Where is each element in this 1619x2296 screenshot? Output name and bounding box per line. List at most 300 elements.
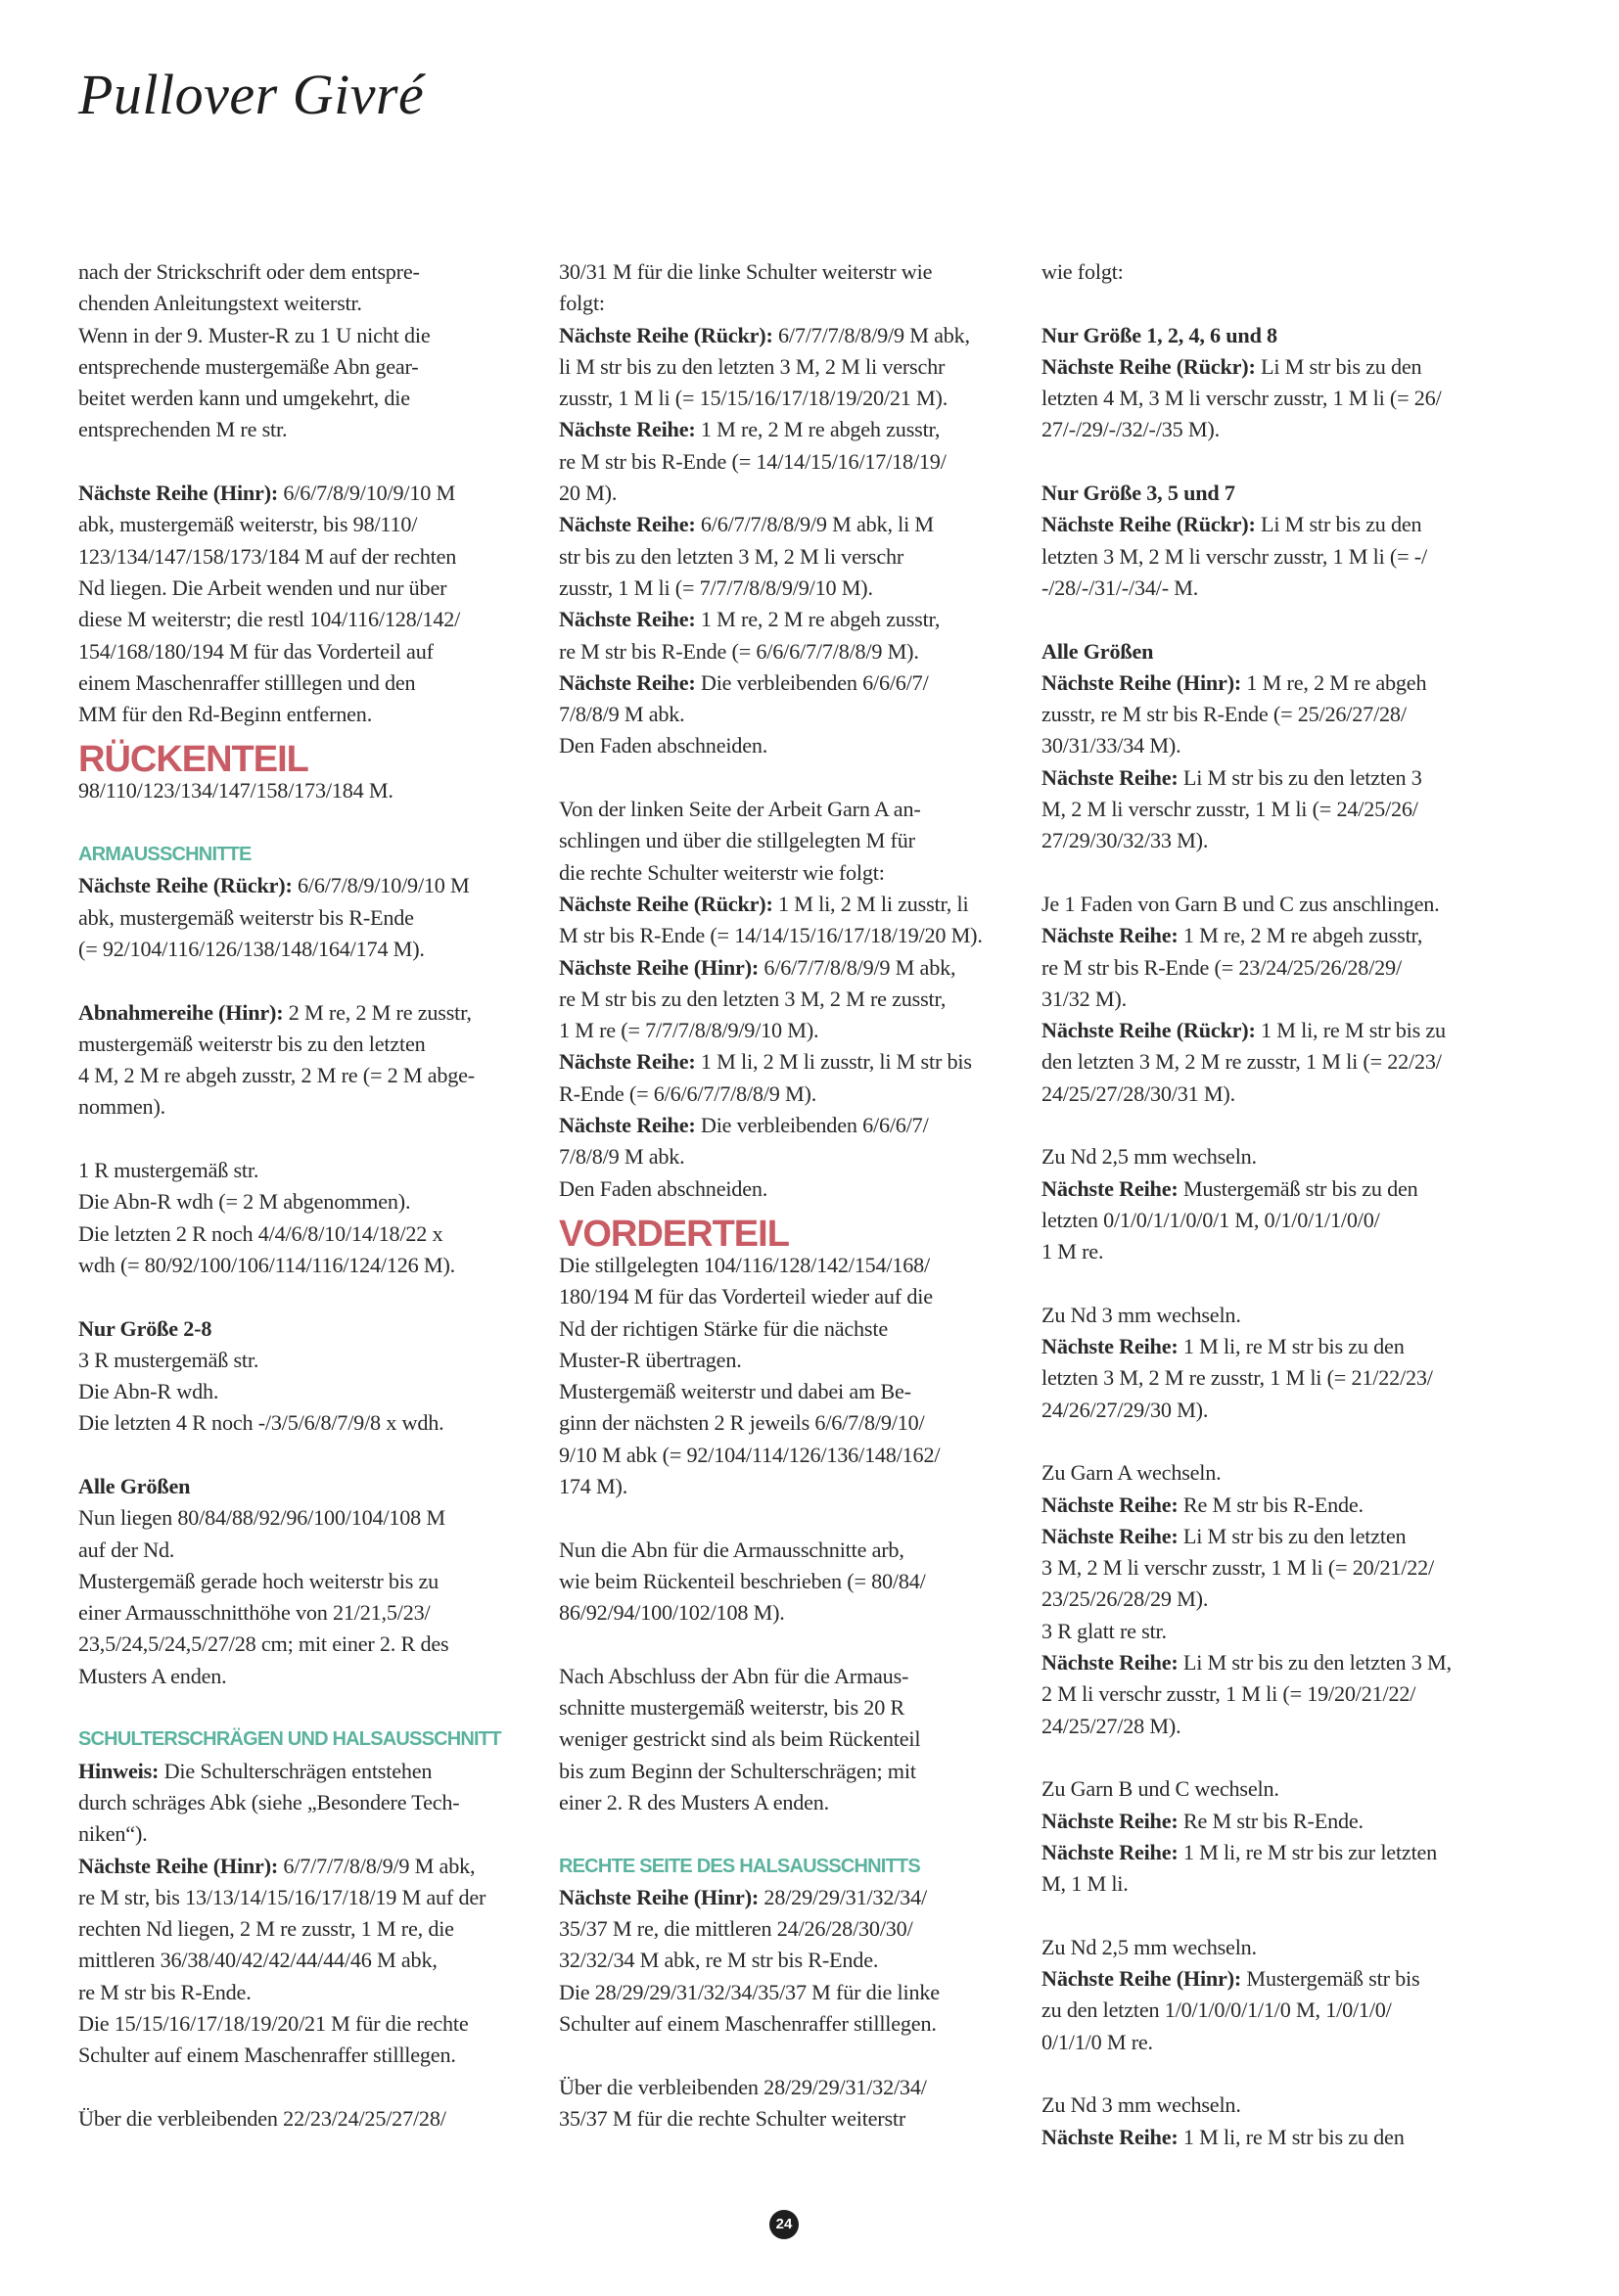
bold-lead: Nur Größe 2-8 [78, 1315, 212, 1341]
text-line [1041, 1868, 1492, 1900]
text-line [1041, 1331, 1492, 1362]
line-text: Zu Nd 3 mm wechseln. [1041, 1302, 1241, 1327]
line-text: wdh (= 80/92/100/106/114/116/124/126 M). [78, 1252, 455, 1277]
text-line [1041, 1015, 1492, 1046]
line-text: Zu Garn B und C wechseln. [1041, 1776, 1279, 1802]
line-text: 32/32/34 M abk, re M str bis R-Ende. [559, 1948, 879, 1973]
bold-lead: Nächste Reihe: [559, 669, 696, 695]
line-text: Zu Nd 2,5 mm wechseln. [1041, 1934, 1257, 1959]
line-text: 1 M li, 2 M li zusstr, li [772, 891, 969, 916]
line-text: Nun die Abn für die Armausschnitte arb, [559, 1537, 904, 1562]
text-line [78, 997, 529, 1029]
text-line [559, 1597, 1009, 1629]
line-text: 27/29/30/32/33 M). [1041, 828, 1209, 853]
line-text: Schulter auf einem Maschenraffer stilllegen. [78, 2043, 456, 2068]
paragraph-gap [78, 965, 529, 996]
text-line [559, 794, 1009, 825]
line-text: 98/110/123/134/147/158/173/184 M. [78, 778, 393, 804]
text-line [559, 889, 1009, 920]
subsection-heading: SCHULTERSCHRÄGEN UND HALSAUSSCHNITT [78, 1728, 501, 1751]
text-line [559, 2103, 1009, 2135]
line-text: Die 28/29/29/31/32/34/35/37 M für die linke [559, 1979, 940, 2004]
line-text: letzten 3 M, 2 M re zusstr, 1 M li (= 21/22/23/ [1041, 1365, 1433, 1391]
text-line [78, 1407, 529, 1439]
text-line [78, 870, 529, 901]
text-line [559, 1913, 1009, 1945]
paragraph-gap [1041, 1110, 1492, 1141]
line-text: weniger gestrickt sind als beim Rückenteil [559, 1726, 921, 1752]
bold-lead: Nächste Reihe: [1041, 1808, 1179, 1833]
text-line [1041, 1932, 1492, 1963]
line-text: durch schräges Abk (siehe „Besondere Tech- [78, 1789, 460, 1814]
text-line [78, 1882, 529, 1913]
line-text: Mustergemäß weiterstr und dabei am Be- [559, 1379, 911, 1404]
text-line [78, 1376, 529, 1407]
line-text: 6/7/7/7/8/8/9/9 M abk, [278, 1853, 476, 1878]
text-line [78, 1218, 529, 1250]
line-text: MM für den Rd-Beginn entfernen. [78, 702, 373, 727]
line-text: 6/6/7/7/8/8/9/9 M abk, li M [695, 512, 934, 537]
line-text: Schulter auf einem Maschenraffer stilllegen. [559, 2011, 937, 2037]
text-line [559, 478, 1009, 509]
text-line [559, 1407, 1009, 1439]
paragraph-gap [1041, 1900, 1492, 1931]
line-text: R-Ende (= 6/6/6/7/7/8/8/9 M). [559, 1080, 817, 1106]
bold-lead: Nächste Reihe: [1041, 1334, 1179, 1359]
line-text: 28/29/29/31/32/34/ [759, 1884, 927, 1909]
text-line [559, 1079, 1009, 1110]
text-line [78, 2040, 529, 2071]
page-title: Pullover Givré [78, 63, 425, 126]
text-line [559, 604, 1009, 635]
text-line [559, 1692, 1009, 1723]
line-text: str bis zu den letzten 3 M, 2 M li verschr [559, 543, 904, 569]
text-line [559, 383, 1009, 414]
line-text: bis zum Beginn der Schulterschrägen; mit [559, 1758, 916, 1783]
paragraph-gap [559, 1818, 1009, 1850]
text-line [1041, 1490, 1492, 1521]
text-line [78, 509, 529, 540]
bold-lead: Nächste Reihe (Rückr): [559, 891, 773, 916]
line-text: 9/10 M abk (= 92/104/114/126/136/148/162/ [559, 1442, 941, 1467]
line-text: re M str, bis 13/13/14/15/16/17/18/19 M auf der [78, 1884, 486, 1909]
line-text: re M str bis R-Ende (= 14/14/15/16/17/18/19/ [559, 448, 947, 474]
paragraph-gap [78, 1692, 529, 1723]
line-text: Die Abn-R wdh. [78, 1379, 219, 1404]
text-line [78, 1787, 529, 1818]
line-text: Die Schulterschrägen entstehen [159, 1758, 433, 1783]
text-line [559, 1313, 1009, 1345]
text-line [559, 1110, 1009, 1141]
line-text: Von der linken Seite der Arbeit Garn A an- [559, 797, 921, 822]
text-line [78, 1597, 529, 1629]
line-text: 3 R glatt re str. [1041, 1618, 1167, 1643]
text-line [1041, 478, 1492, 509]
text-line [1041, 636, 1492, 667]
text-line [78, 1250, 529, 1281]
text-line [559, 320, 1009, 351]
line-text: Li M str bis zu den letzten 3 [1178, 764, 1422, 790]
text-line [78, 383, 529, 414]
text-line [559, 1756, 1009, 1787]
line-text: Zu Garn A wechseln. [1041, 1460, 1222, 1486]
bold-lead: Nächste Reihe (Hinr): [559, 954, 760, 980]
text-line [559, 825, 1009, 856]
line-text: 0/1/1/0 M re. [1041, 2029, 1153, 2054]
line-text: re M str bis zu den letzten 3 M, 2 M re zusstr, [559, 986, 947, 1011]
line-text: 23,5/24,5/24,5/27/28 cm; mit einer 2. R des [78, 1631, 449, 1657]
text-line [1041, 351, 1492, 383]
section-heading: RÜCKENTEIL [78, 739, 308, 781]
text-line [1041, 320, 1492, 351]
text-line [1041, 1773, 1492, 1805]
line-text: ginn der nächsten 2 R jeweils 6/6/7/8/9/10/ [559, 1410, 925, 1436]
line-text: beitet werden kann und umgekehrt, die [78, 386, 410, 411]
line-text: Mustergemäß str bis zu den [1178, 1175, 1418, 1201]
paragraph-gap [1041, 446, 1492, 478]
text-line [1041, 509, 1492, 540]
line-text: 24/26/27/29/30 M). [1041, 1397, 1209, 1422]
line-text: zusstr, 1 M li (= 7/7/7/8/8/9/9/10 M). [559, 574, 873, 600]
paragraph-gap [559, 762, 1009, 794]
text-line [78, 1818, 529, 1850]
text-line [559, 667, 1009, 699]
line-text: chenden Anleitungstext weiterstr. [78, 291, 362, 316]
paragraph-gap [1041, 2058, 1492, 2089]
bold-lead: Nächste Reihe: [1041, 923, 1179, 948]
line-text: li M str bis zu den letzten 3 M, 2 M li verschr [559, 353, 946, 379]
text-line [559, 730, 1009, 761]
line-text: 1 M li, re M str bis zu [1255, 1018, 1446, 1043]
text-line [78, 320, 529, 351]
text-line [1041, 889, 1492, 920]
text-line [78, 636, 529, 667]
line-text: 1 M re, 2 M re abgeh [1241, 669, 1427, 695]
text-line [1041, 1300, 1492, 1331]
line-text: 1 M re, 2 M re abgeh zusstr, [695, 417, 941, 442]
subsection-heading: ARMAUSSCHNITTE [78, 844, 252, 866]
line-text: 1 R mustergemäß str. [78, 1158, 259, 1183]
text-line [1041, 920, 1492, 951]
text-line [78, 775, 529, 806]
line-text: 154/168/180/194 M für das Vorderteil auf [78, 638, 434, 664]
line-text: 6/6/7/8/9/10/9/10 M [292, 873, 470, 898]
line-text: Wenn in der 9. Muster-R zu 1 U nicht die [78, 322, 431, 347]
text-line [559, 699, 1009, 730]
line-text: 1 M li, 2 M li zusstr, li M str bis [695, 1049, 972, 1075]
line-text: 3 R mustergemäß str. [78, 1347, 259, 1372]
text-line [1041, 1173, 1492, 1205]
bold-lead: Abnahmereihe (Hinr): [78, 999, 284, 1025]
line-text: M str bis R-Ende (= 14/14/15/16/17/18/19/20 M). [559, 923, 983, 948]
text-line [78, 351, 529, 383]
line-text: 6/6/7/8/9/10/9/10 M [278, 481, 455, 506]
line-text: 180/194 M für das Vorderteil wieder auf die [559, 1284, 933, 1309]
text-line [78, 1060, 529, 1091]
text-line [559, 351, 1009, 383]
line-text: Re M str bis R-Ende. [1178, 1808, 1364, 1833]
text-line [559, 920, 1009, 951]
text-line [559, 2008, 1009, 2040]
text-line [78, 1851, 529, 1882]
text-line [1041, 2027, 1492, 2058]
line-text: Den Faden abschneiden. [559, 733, 768, 758]
text-line [559, 288, 1009, 319]
bold-lead: Nächste Reihe (Rückr): [1041, 512, 1256, 537]
text-line [559, 541, 1009, 573]
line-text: Die 15/15/16/17/18/19/20/21 M für die rechte [78, 2011, 469, 2037]
text-column-1 [78, 256, 529, 2135]
line-text: 1 M li, re M str bis zur letzten [1178, 1839, 1438, 1864]
text-line [78, 2008, 529, 2040]
section-heading: VORDERTEIL [559, 1213, 789, 1255]
line-text: Nd liegen. Die Arbeit wenden und nur über [78, 574, 447, 600]
paragraph-gap [1041, 1268, 1492, 1300]
text-line [559, 1046, 1009, 1078]
text-line [1041, 1362, 1492, 1394]
text-line [1041, 984, 1492, 1015]
text-line [559, 446, 1009, 478]
line-text: 6/7/7/7/8/8/9/9 M abk, [772, 322, 970, 347]
line-text: nach der Strickschrift oder dem entspre- [78, 259, 420, 284]
text-line [78, 1155, 529, 1186]
line-text: 35/37 M re, die mittleren 24/26/28/30/30/ [559, 1916, 913, 1942]
bold-lead: Nächste Reihe: [1041, 1523, 1179, 1548]
text-line [559, 1882, 1009, 1913]
text-line [1041, 1395, 1492, 1426]
text-line [1041, 541, 1492, 573]
line-text: abk, mustergemäß weiterstr bis R-Ende [78, 904, 414, 930]
line-text: Nun liegen 80/84/88/92/96/100/104/108 M [78, 1505, 445, 1531]
line-text: re M str bis R-Ende (= 6/6/6/7/7/8/8/9 M). [559, 638, 919, 664]
line-text: Nd der richtigen Stärke für die nächste [559, 1315, 888, 1341]
line-text: M, 1 M li. [1041, 1871, 1129, 1897]
line-text: re M str bis R-Ende. [78, 1979, 252, 2004]
line-text: 23/25/26/28/29 M). [1041, 1586, 1209, 1612]
line-text: zusstr, re M str bis R-Ende (= 25/26/27/28/ [1041, 702, 1407, 727]
text-line [78, 1345, 529, 1376]
bold-lead: Nächste Reihe (Rückr): [559, 322, 773, 347]
line-text: zusstr, 1 M li (= 15/15/16/17/18/19/20/21 M). [559, 386, 948, 411]
text-line [559, 414, 1009, 445]
text-line [78, 1186, 529, 1217]
bold-lead: Nächste Reihe: [1041, 1839, 1179, 1864]
text-line [78, 1661, 529, 1692]
text-line [559, 857, 1009, 889]
text-line [1041, 1837, 1492, 1868]
paragraph-gap [78, 446, 529, 478]
text-line [559, 1376, 1009, 1407]
text-line [559, 1345, 1009, 1376]
bold-lead: Nächste Reihe: [559, 1049, 696, 1075]
bold-lead: Nächste Reihe (Rückr): [1041, 353, 1256, 379]
text-line [78, 414, 529, 445]
text-line [559, 1535, 1009, 1566]
text-line [78, 1091, 529, 1123]
paragraph-gap [1041, 1426, 1492, 1457]
text-line [559, 1723, 1009, 1755]
text-line [1041, 952, 1492, 984]
subsection-heading: RECHTE SEITE DES HALSAUSSCHNITTS [559, 1855, 920, 1877]
text-line [1041, 1552, 1492, 1584]
line-text: Muster-R übertragen. [559, 1347, 742, 1372]
bold-lead: Nächste Reihe (Hinr): [78, 1853, 279, 1878]
text-line [1041, 1457, 1492, 1489]
line-text: re M str bis R-Ende (= 23/24/25/26/28/29/ [1041, 954, 1402, 980]
line-text: 1 M li, re M str bis zu den [1178, 1334, 1405, 1359]
line-text: auf der Nd. [78, 1537, 175, 1562]
line-text: die rechte Schulter weiterstr wie folgt: [559, 859, 885, 885]
line-text: 86/92/94/100/102/108 M). [559, 1600, 785, 1626]
line-text: entsprechende mustergemäße Abn gear- [78, 353, 419, 379]
paragraph-gap [559, 1502, 1009, 1534]
line-text: 6/6/7/7/8/8/9/9 M abk, [759, 954, 956, 980]
paragraph-gap [1041, 604, 1492, 635]
bold-lead: Alle Größen [78, 1473, 191, 1498]
line-text: 1 M re, 2 M re abgeh zusstr, [695, 607, 941, 632]
line-text: Nach Abschluss der Abn für die Armaus- [559, 1663, 909, 1688]
line-text: nommen). [78, 1094, 165, 1120]
line-text: wie beim Rückenteil beschrieben (= 80/84/ [559, 1568, 926, 1593]
text-line [78, 541, 529, 573]
line-text: Musters A enden. [78, 1663, 227, 1688]
text-line [1041, 1963, 1492, 1995]
text-line [78, 604, 529, 635]
text-line [1041, 825, 1492, 856]
line-text: 3 M, 2 M li verschr zusstr, 1 M li (= 20/21/22/ [1041, 1555, 1434, 1581]
text-line [559, 1015, 1009, 1046]
paragraph-gap [1041, 857, 1492, 889]
text-line [78, 1756, 529, 1787]
bold-lead: Nächste Reihe: [1041, 1650, 1179, 1676]
bold-lead: Hinweis: [78, 1758, 160, 1783]
text-line [559, 1281, 1009, 1312]
line-text: folgt: [559, 291, 605, 316]
text-line [1041, 256, 1492, 288]
text-line [1041, 1046, 1492, 1078]
line-text: Mustergemäß gerade hoch weiterstr bis zu [78, 1568, 439, 1593]
text-line [559, 952, 1009, 984]
text-line [1041, 1141, 1492, 1172]
line-text: letzten 0/1/0/1/1/0/0/1 M, 0/1/0/1/1/0/0/ [1041, 1207, 1380, 1232]
paragraph-gap [78, 1124, 529, 1155]
text-line [78, 478, 529, 509]
text-line [1041, 2089, 1492, 2121]
bold-lead: Nächste Reihe (Hinr): [1041, 669, 1242, 695]
line-text: letzten 4 M, 3 M li verschr zusstr, 1 M li (= 26/ [1041, 386, 1442, 411]
text-line [1041, 667, 1492, 699]
line-text: 30/31 M für die linke Schulter weiterstr wie [559, 259, 933, 284]
line-text: 35/37 M für die rechte Schulter weiterstr [559, 2105, 906, 2131]
bold-lead: Nächste Reihe (Rückr): [1041, 1018, 1256, 1043]
text-line [559, 1141, 1009, 1172]
line-text: Li M str bis zu den [1255, 512, 1422, 537]
text-line [1041, 383, 1492, 414]
line-text: einer Armausschnitthöhe von 21/21,5/23/ [78, 1600, 431, 1626]
line-text: 7/8/8/9 M abk. [559, 1144, 685, 1170]
text-line [559, 1661, 1009, 1692]
line-text: Mustergemäß str bis [1241, 1966, 1420, 1992]
text-line [559, 984, 1009, 1015]
line-text: Zu Nd 3 mm wechseln. [1041, 2092, 1241, 2118]
text-line [559, 1173, 1009, 1205]
bold-lead: Nächste Reihe (Hinr): [1041, 1966, 1242, 1992]
text-line [1041, 1995, 1492, 2026]
line-text: 7/8/8/9 M abk. [559, 702, 685, 727]
bold-lead: Alle Größen [1041, 638, 1154, 664]
bold-lead: Nur Größe 1, 2, 4, 6 und 8 [1041, 322, 1277, 347]
line-text: 1 M li, re M str bis zu den [1178, 2124, 1405, 2149]
text-line [1041, 1616, 1492, 1647]
bold-lead: Nächste Reihe (Rückr): [78, 873, 293, 898]
text-line [559, 256, 1009, 288]
text-line [1041, 1521, 1492, 1552]
text-line [559, 636, 1009, 667]
text-line [559, 1471, 1009, 1502]
line-text: abk, mustergemäß weiterstr, bis 98/110/ [78, 512, 418, 537]
line-text: 1 M re, 2 M re abgeh zusstr, [1178, 923, 1423, 948]
text-line [1041, 414, 1492, 445]
line-text: Li M str bis zu den letzten 3 M, [1178, 1650, 1452, 1676]
line-text: mittleren 36/38/40/42/42/44/44/46 M abk, [78, 1948, 438, 1973]
line-text: schlingen und über die stillgelegten M für [559, 828, 915, 853]
text-line [78, 1029, 529, 1060]
line-text: entsprechenden M re str. [78, 417, 288, 442]
line-text: wie folgt: [1041, 259, 1124, 284]
line-text: 1 M re. [1041, 1239, 1104, 1264]
line-text: schnitte mustergemäß weiterstr, bis 20 R [559, 1695, 905, 1721]
line-text: Die letzten 4 R noch -/3/5/6/8/7/9/8 x wdh. [78, 1410, 444, 1436]
paragraph-gap [1041, 288, 1492, 319]
line-text: 1 M re (= 7/7/7/8/8/9/9/10 M). [559, 1018, 819, 1043]
text-line [1041, 794, 1492, 825]
bold-lead: Nächste Reihe (Hinr): [78, 481, 279, 506]
line-text: Re M str bis R-Ende. [1178, 1492, 1364, 1517]
text-line [559, 1566, 1009, 1597]
text-line [78, 1913, 529, 1945]
bold-lead: Nächste Reihe (Hinr): [559, 1884, 760, 1909]
line-text: Je 1 Faden von Garn B und C zus anschlingen. [1041, 891, 1440, 916]
paragraph-gap [559, 2040, 1009, 2071]
text-line [559, 1250, 1009, 1281]
line-text: Zu Nd 2,5 mm wechseln. [1041, 1144, 1257, 1170]
bold-lead: Nächste Reihe: [1041, 764, 1179, 790]
line-text: 30/31/33/34 M). [1041, 733, 1181, 758]
bold-lead: Nächste Reihe: [559, 1113, 696, 1138]
text-line [1041, 1806, 1492, 1837]
line-text: 4 M, 2 M re abgeh zusstr, 2 M re (= 2 M abge- [78, 1063, 475, 1088]
bold-lead: Nächste Reihe: [1041, 1492, 1179, 1517]
text-line [78, 667, 529, 699]
text-line [1041, 573, 1492, 604]
paragraph-gap [78, 1440, 529, 1471]
line-text: den letzten 3 M, 2 M re zusstr, 1 M li (= 22/23/ [1041, 1049, 1442, 1075]
line-text: 27/-/29/-/32/-/35 M). [1041, 417, 1220, 442]
paragraph-gap [1041, 1742, 1492, 1773]
line-text: Über die verbleibenden 22/23/24/25/27/28/ [78, 2105, 446, 2131]
line-text: Über die verbleibenden 28/29/29/31/32/34/ [559, 2074, 927, 2099]
line-text: niken“). [78, 1821, 148, 1847]
line-text: 123/134/147/158/173/184 M auf der rechten [78, 543, 457, 569]
text-line [78, 1313, 529, 1345]
text-column-2 [559, 256, 1009, 2135]
text-line [78, 902, 529, 934]
text-line [1041, 1236, 1492, 1267]
text-line [78, 1977, 529, 2008]
text-line [78, 2103, 529, 2135]
line-text: 2 M re, 2 M re zusstr, [283, 999, 472, 1025]
bold-lead: Nächste Reihe: [1041, 2124, 1179, 2149]
